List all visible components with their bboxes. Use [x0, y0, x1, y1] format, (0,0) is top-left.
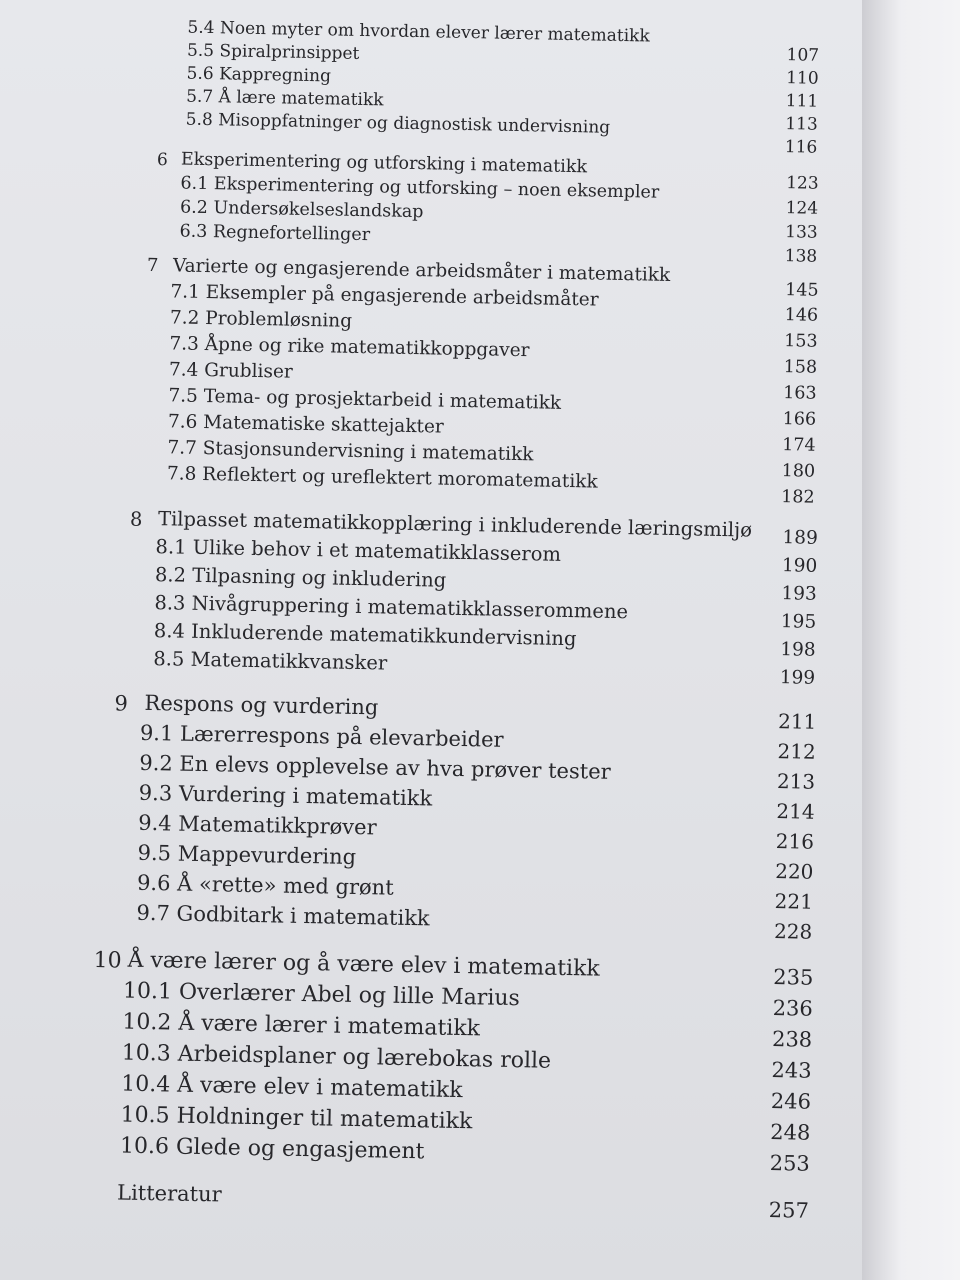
- toc-entry-10-4: 10.4 Å være elev i matematikk: [120, 1071, 463, 1104]
- toc-page-8-1: 190: [781, 555, 818, 577]
- chapter-title-7: Varierte og engasjerende arbeidsmåter i matematikk: [172, 255, 671, 286]
- toc-page-8-4: 198: [780, 639, 816, 661]
- toc-page-7-5: 166: [782, 409, 817, 430]
- toc-page-6-3: 138: [784, 246, 818, 267]
- toc-entry-5-7: 5.7 Å lære matematikk: [185, 86, 384, 111]
- toc-page-9-2: 213: [776, 769, 816, 794]
- chapter-page-9: 211: [777, 709, 817, 734]
- chapter-number-9: 9: [114, 691, 129, 716]
- toc-entry-7-6: 7.6 Matematiske skattejakter: [167, 411, 444, 438]
- toc-entry-9-2: 9.2 En elevs opplevelse av hva prøver tester: [139, 750, 611, 784]
- toc-page-9-6: 221: [774, 889, 814, 914]
- chapter-page-6: 123: [785, 173, 819, 194]
- toc-page-10-5: 248: [770, 1119, 811, 1145]
- toc-entry-7-2: 7.2 Problemløsning: [169, 307, 353, 332]
- toc-page-7-2: 153: [783, 331, 818, 352]
- chapter-page-10: 235: [773, 965, 814, 990]
- toc-entry-7-4: 7.4 Grubliser: [168, 359, 293, 383]
- chapter-title-10: Å være lærer og å være elev i matematikk: [127, 947, 600, 982]
- toc-page-7-3: 158: [783, 357, 818, 378]
- toc-page-9-7: 228: [773, 919, 813, 944]
- toc-page-9-4: 216: [775, 829, 815, 854]
- chapter-title-9: Respons og vurdering: [144, 690, 379, 720]
- toc-entry-8-1: 8.1 Ulike behov i et matematikklasserom: [155, 535, 562, 566]
- toc-entry-5-8: 5.8 Misoppfatninger og diagnostisk undervisning: [185, 109, 611, 138]
- litteratur-label: Litteratur: [116, 1180, 222, 1207]
- toc-entry-9-5: 9.5 Mappevurdering: [137, 840, 357, 869]
- toc-page-5-6: 111: [785, 91, 819, 112]
- toc-entry-8-5: 8.5 Matematikkvansker: [153, 647, 388, 675]
- toc-page-9-1: 212: [777, 739, 816, 764]
- toc-page-6-1: 124: [785, 198, 819, 219]
- toc-entry-7-5: 7.5 Tema- og prosjektarbeid i matematikk: [168, 385, 562, 414]
- toc-entry-5-6: 5.6 Kappregning: [186, 63, 332, 87]
- next-page-edge: [862, 0, 960, 1280]
- toc-page-7-1: 146: [784, 305, 819, 326]
- toc-page-5-8: 116: [784, 137, 818, 158]
- toc-entry-6-2: 6.2 Undersøkelseslandskap: [179, 197, 424, 223]
- toc-entry-8-3: 8.3 Nivågruppering i matematikklasserommene: [154, 591, 629, 624]
- toc-entry-7-7: 7.7 Stasjonsundervisning i matematikk: [167, 437, 534, 466]
- toc-page-10-6: 253: [769, 1150, 811, 1176]
- toc-entry-7-1: 7.1 Eksempler på engasjerende arbeidsmåter: [170, 281, 599, 311]
- toc-entry-9-6: 9.6 Å «rette» med grønt: [136, 870, 394, 900]
- chapter-page-8: 189: [782, 527, 819, 549]
- toc-entry-7-8: 7.8 Reflektert og ureflektert moromatematikk: [166, 463, 598, 493]
- toc-entry-8-4: 8.4 Inkluderende matematikkundervisning: [153, 619, 577, 651]
- toc-page-5-5: 110: [786, 68, 819, 89]
- toc-entry-10-2: 10.2 Å være lærer i matematikk: [122, 1009, 481, 1042]
- toc-entry-9-4: 9.4 Matematikkprøver: [137, 810, 377, 840]
- toc-page-6-2: 133: [785, 222, 818, 243]
- toc-entry-6-3: 6.3 Regnefortellinger: [179, 221, 371, 246]
- toc-page-7-7: 180: [781, 461, 816, 482]
- toc-entry-9-1: 9.1 Lærerrespons på elevarbeider: [139, 720, 504, 752]
- toc-entry-5-5: 5.5 Spiralprinsippet: [186, 40, 360, 64]
- toc-entry-9-3: 9.3 Vurdering i matematikk: [138, 780, 433, 811]
- toc-entry-10-1: 10.1 Overlærer Abel og lille Marius: [122, 978, 521, 1012]
- toc-page-5-7: 113: [785, 114, 818, 135]
- toc-page-5-4: 107: [786, 45, 820, 66]
- toc-page-9-5: 220: [775, 859, 814, 884]
- toc-page-10-2: 238: [771, 1027, 813, 1052]
- toc-page-8-3: 195: [780, 611, 817, 633]
- toc-page-8-5: 199: [779, 667, 816, 689]
- toc-page-10-4: 246: [770, 1089, 812, 1114]
- toc-entry-9-7: 9.7 Godbitark i matematikk: [136, 900, 430, 931]
- toc-page-7-4: 163: [782, 383, 817, 404]
- toc-page-7-6: 174: [782, 435, 816, 456]
- chapter-number-7: 7: [146, 254, 159, 277]
- toc-entry-10-3: 10.3 Arbeidsplaner og lærebokas rolle: [121, 1040, 552, 1074]
- toc-entry-6-1: 6.1 Eksperimentering og utforsking – noen eksempler: [180, 173, 660, 203]
- toc-entry-5-4: 5.4 Noen myter om hvordan elever lærer matematikk: [187, 17, 650, 47]
- litteratur-page: 257: [768, 1197, 810, 1223]
- toc-page-7-8: 182: [781, 487, 815, 508]
- chapter-number-6: 6: [156, 150, 168, 171]
- chapter-title-6: Eksperimentering og utforsking i matematikk: [180, 149, 588, 178]
- chapter-number-8: 8: [129, 507, 143, 531]
- toc-entry-10-5: 10.5 Holdninger til matematikk: [120, 1102, 473, 1135]
- toc-entry-7-3: 7.3 Åpne og rike matematikkoppgaver: [169, 333, 530, 362]
- toc-entry-10-6: 10.6 Glede og engasjement: [119, 1133, 425, 1165]
- toc-page-10-3: 243: [771, 1058, 812, 1083]
- toc-page-8-2: 193: [781, 583, 817, 605]
- toc-page-9-3: 214: [776, 799, 815, 824]
- chapter-title-8: Tilpasset matematikkopplæring i inkluderende læringsmiljø: [157, 507, 753, 542]
- chapter-number-10: 10: [93, 947, 122, 974]
- toc-page-10-1: 236: [772, 996, 814, 1021]
- toc-entry-8-2: 8.2 Tilpasning og inkludering: [154, 563, 447, 592]
- chapter-page-7: 145: [784, 280, 819, 301]
